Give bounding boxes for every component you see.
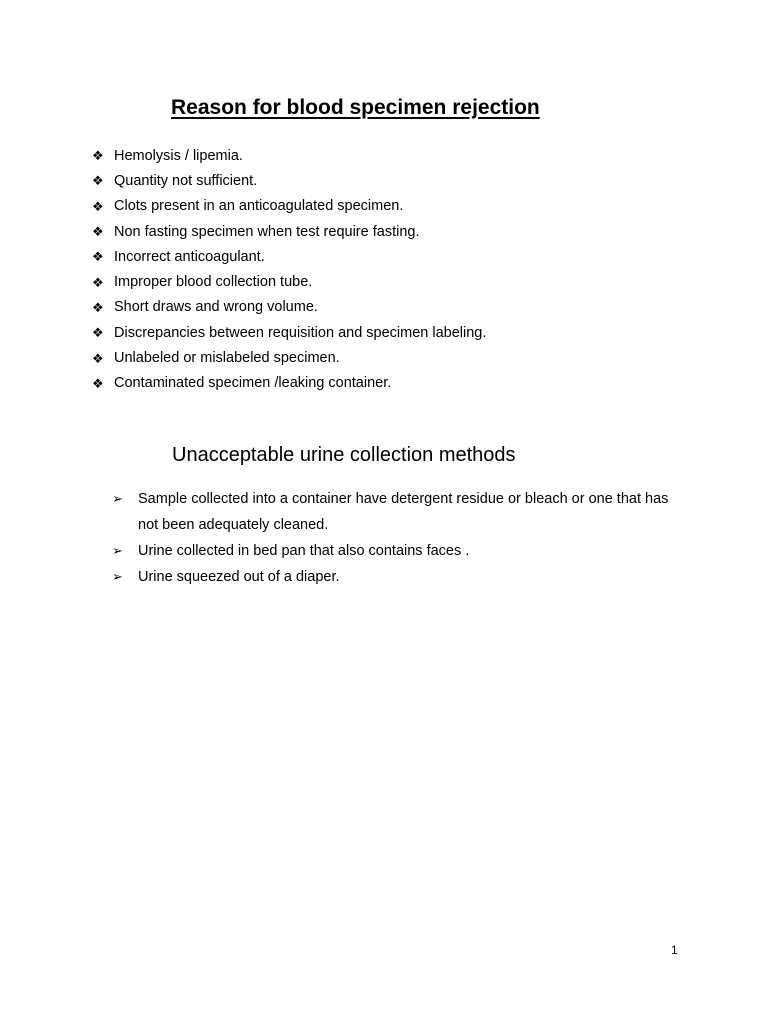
list-item xyxy=(92,168,486,193)
list-item-text: Hemolysis / lipemia. xyxy=(114,147,243,164)
arrow-bullet-icon: ➢ xyxy=(112,569,123,584)
list-item xyxy=(92,295,486,320)
diamond-bullet-icon: ❖ xyxy=(92,299,104,315)
list-item-text: Incorrect anticoagulant. xyxy=(114,248,265,265)
list-item xyxy=(92,143,486,168)
diamond-bullet-icon: ❖ xyxy=(92,148,104,164)
list-item-text: Improper blood collection tube. xyxy=(114,274,313,291)
diamond-bullet-icon: ❖ xyxy=(92,274,104,290)
list-item xyxy=(112,538,692,564)
list-item xyxy=(92,244,486,269)
diamond-bullet-icon: ❖ xyxy=(92,224,104,240)
diamond-bullet-icon: ❖ xyxy=(92,198,104,214)
arrow-bullet-icon: ➢ xyxy=(112,543,123,558)
section-title-urine-methods: Unacceptable urine collection methods xyxy=(172,444,516,466)
list-item-text: Urine squeezed out of a diaper. xyxy=(138,569,340,585)
list-item xyxy=(92,194,486,219)
diamond-bullet-icon: ❖ xyxy=(92,350,104,366)
blood-rejection-list xyxy=(92,143,486,396)
list-item xyxy=(92,269,486,294)
arrow-bullet-icon: ➢ xyxy=(112,491,123,506)
list-item-text: Urine collected in bed pan that also contains faces . xyxy=(138,543,470,559)
list-item xyxy=(92,371,486,396)
diamond-bullet-icon: ❖ xyxy=(92,325,104,341)
list-item-text: Unlabeled or mislabeled specimen. xyxy=(114,350,340,367)
list-item-text: Clots present in an anticoagulated specimen. xyxy=(114,198,404,215)
diamond-bullet-icon: ❖ xyxy=(92,375,104,391)
list-item xyxy=(92,320,486,345)
list-item-text: Sample collected into a container have detergent residue or bleach or one that has not been adequately cleaned. xyxy=(138,491,669,533)
list-item xyxy=(112,486,692,538)
diamond-bullet-icon: ❖ xyxy=(92,173,104,189)
list-item-text: Contaminated specimen /leaking container. xyxy=(114,375,392,392)
list-item-text: Discrepancies between requisition and specimen labeling. xyxy=(114,324,487,341)
list-item-text: Quantity not sufficient. xyxy=(114,172,258,189)
list-item-text: Non fasting specimen when test require fasting. xyxy=(114,223,420,240)
list-item xyxy=(92,219,486,244)
page-number: 1 xyxy=(671,943,678,957)
section-title-blood-rejection: Reason for blood specimen rejection xyxy=(171,96,540,119)
diamond-bullet-icon: ❖ xyxy=(92,249,104,265)
urine-methods-list xyxy=(112,486,692,590)
list-item xyxy=(112,564,692,590)
list-item xyxy=(92,345,486,370)
list-item-text: Short draws and wrong volume. xyxy=(114,299,318,316)
